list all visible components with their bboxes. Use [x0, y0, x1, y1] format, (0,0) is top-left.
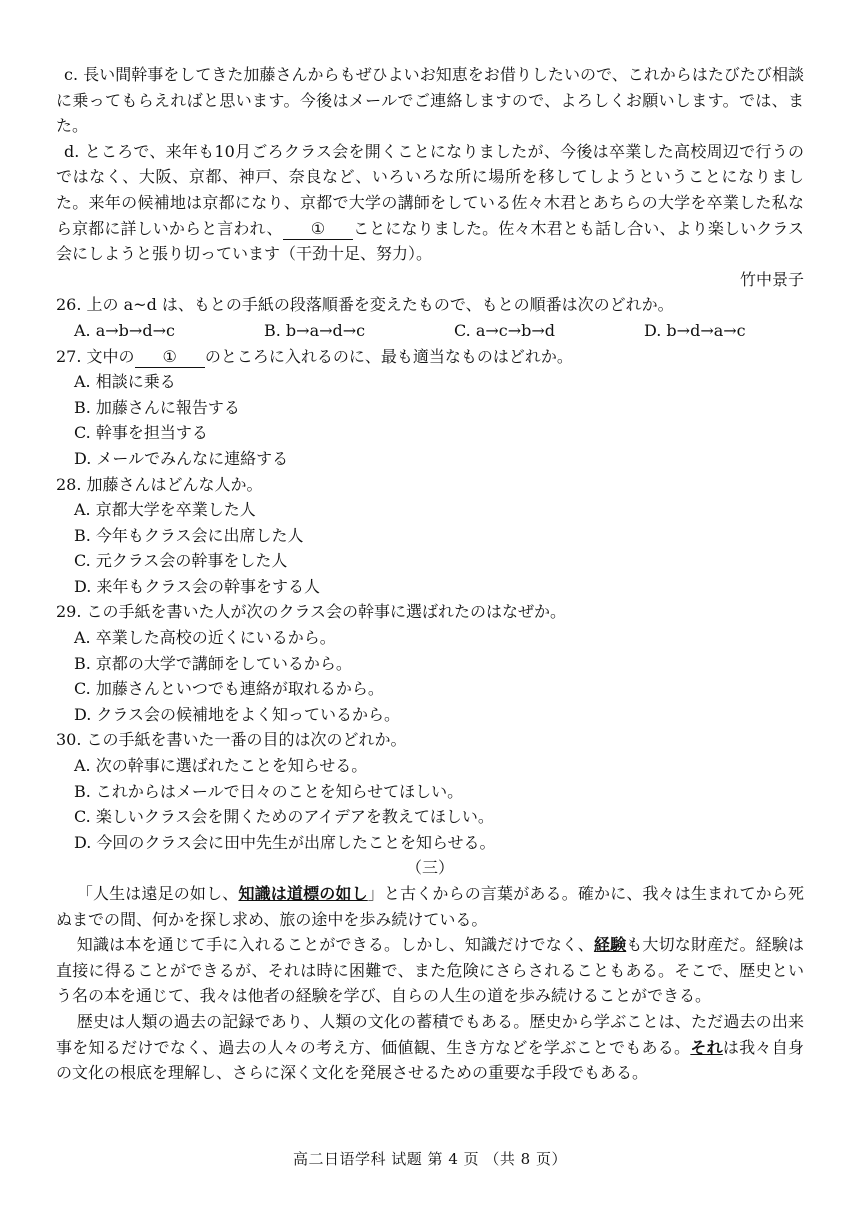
exam-page [56, 62, 804, 1086]
essay-paragraph-3 [56, 1009, 804, 1086]
section-3-title: （三） [405, 858, 454, 878]
essay-p1-underlined: 知識は道標の如し [238, 884, 368, 903]
question-27-stem-before: 27. 文中の [56, 346, 135, 366]
question-27-blank: ① [135, 347, 205, 368]
question-26-stem: 26. 上の a~d は、もとの手紙の段落順番を変えたもので、もとの順番は次のどれか。 [56, 295, 674, 315]
question-27-option-b: B. 加藤さんに報告する [74, 397, 240, 417]
question-29-stem: 29. この手紙を書いた人が次のクラス会の幹事に選ばれたのはなぜか。 [56, 602, 567, 622]
essay-p3-underlined: それ [690, 1037, 723, 1057]
essay-p3-text-b: は我々自身の文化の根底を理解し、さらに深く文化を発展させるための重要な手段でもある。 [56, 1037, 804, 1083]
answer-blank-1: ① [283, 219, 353, 240]
question-26-options [56, 318, 804, 344]
question-26-option-b: B. b→a→d→c [264, 320, 366, 340]
question-30-option-d: D. 今回のクラス会に田中先生が出席したことを知らせる。 [74, 832, 496, 852]
essay-p2-text-b: も大切な財産だ。経験は直接に得ることができるが、それは時に困難で、また危険にさらされることもある。そこで、歴史という名の本を通じて、我々は他者の経験を学び、自らの人生の道を歩み続けることができる。 [56, 935, 804, 1006]
essay-paragraph-1 [56, 881, 804, 932]
question-26-option-d: D. b→d→a→c [644, 320, 746, 340]
letter-paragraph-d-text-before: d. ところで、来年も10月ごろクラス会を開くことになりましたが、今後は卒業した高校周辺で行うのではなく、大阪、京都、神戸、奈良など、いろいろな所に場所を移してしようということになりました。来年の候補地は京都になり、京都で大学の講師をしている佐々木君とあちらの大学を卒業した私なら京都に詳しいからと言われ、 [56, 141, 804, 238]
letter-paragraph-c-text: c. 長い間幹事をしてきた加藤さんからもぜひよいお知恵をお借りしたいので、これからはたびたび相談に乗ってもらえればと思います。今後はメールでご連絡しますので、よろしくお願いします。では、また。 [56, 65, 804, 136]
question-29-option-a: A. 卒業した高校の近くにいるから。 [74, 628, 336, 648]
question-29-option-d: D. クラス会の候補地をよく知っているから。 [74, 704, 400, 724]
essay-p2-underlined: 経験 [593, 935, 627, 955]
question-29-option-c: C. 加藤さんといつでも連絡が取れるから。 [74, 679, 384, 699]
question-28-option-d: D. 来年もクラス会の幹事をする人 [74, 576, 320, 596]
question-27-option-c: C. 幹事を担当する [74, 423, 208, 443]
question-26-option-a: A. a→b→d→c [74, 320, 175, 340]
question-28-option-c: C. 元クラス会の幹事をした人 [74, 551, 288, 571]
question-28-option-a: A. 京都大学を卒業した人 [74, 500, 256, 520]
question-29-option-b: B. 京都の大学で講師をしているから。 [74, 653, 352, 673]
question-27-stem-after: のところに入れるのに、最も適当なものはどれか。 [204, 346, 573, 366]
question-28-stem: 28. 加藤さんはどんな人か。 [56, 474, 263, 494]
question-27-stem [56, 344, 804, 370]
question-27-option-a: A. 相談に乗る [74, 372, 176, 392]
question-30-option-a: A. 次の幹事に選ばれたことを知らせる。 [74, 756, 368, 776]
letter-paragraph-d-text-after: ことになりました。佐々木君とも話し合い、より楽しいクラス会にしようと張り切っています（干劲十足、努力）。 [56, 218, 804, 264]
question-26-option-c: C. a→c→b→d [454, 320, 556, 340]
question-30-option-c: C. 楽しいクラス会を開くためのアイデアを教えてほしい。 [74, 807, 494, 827]
letter-paragraph-c [56, 62, 804, 139]
essay-p1-text-a: 「人生は遠足の如し、 [76, 884, 239, 903]
essay-p3-text-a: 歴史は人類の過去の記録であり、人類の文化の蓄積でもある。歴史から学ぶことは、ただ過去の出来事を知るだけでなく、過去の人々の考え方、価値観、生き方などを学ぶことでもある。 [56, 1011, 804, 1057]
page-footer: 高二日语学科 试题 第 4 页 （共 8 页） [293, 1150, 567, 1168]
question-30-option-b: B. これからはメールで日々のことを知らせてほしい。 [74, 781, 464, 801]
letter-paragraph-d [56, 139, 804, 267]
question-30-stem: 30. この手紙を書いた一番の目的は次のどれか。 [56, 730, 407, 750]
letter-signature: 竹中景子 [739, 269, 804, 289]
essay-paragraph-2 [56, 932, 804, 1009]
question-27-option-d: D. メールでみんなに連絡する [74, 448, 289, 468]
essay-p2-text-a: 知識は本を通じて手に入れることができる。しかし、知識だけでなく、 [76, 935, 594, 955]
essay-p1-text-b: 」と古くからの言葉がある。確かに、我々は生まれてから死ぬまでの間、何かを探し求め、旅の途中を歩み続けている。 [56, 884, 804, 929]
question-28-option-b: B. 今年もクラス会に出席した人 [74, 525, 304, 545]
